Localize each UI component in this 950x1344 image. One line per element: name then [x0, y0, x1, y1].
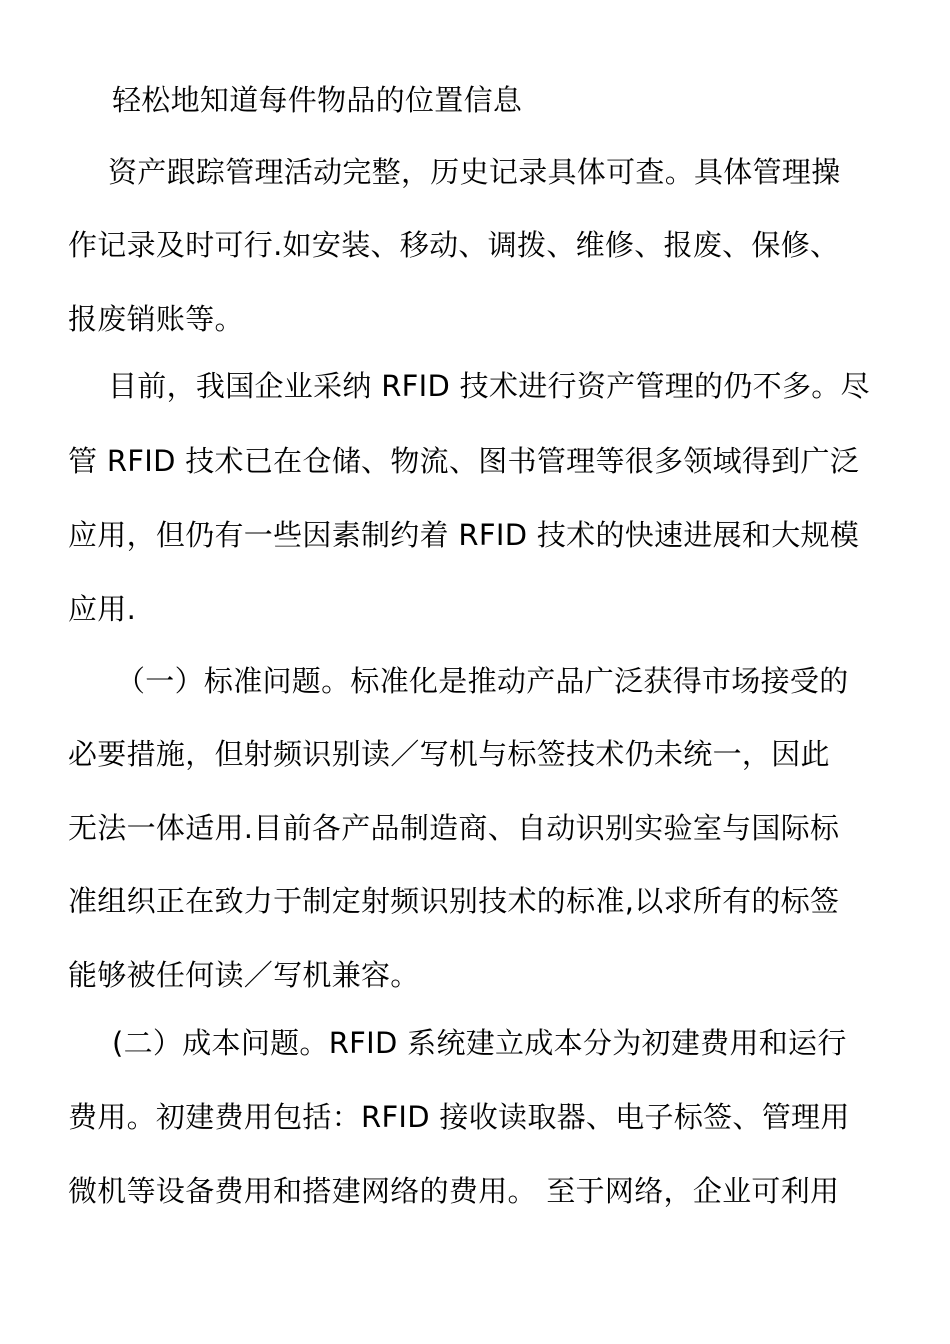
- text-line: 资产跟踪管理活动完整，历史记录具体可查。具体管理操: [108, 155, 841, 189]
- text-line: 作记录及时可行.如安装、移动、调拨、维修、报废、保修、: [68, 228, 840, 262]
- text-line: 准组织正在致力于制定射频识别技术的标准,以求所有的标签: [68, 884, 840, 918]
- text-line: 费用。初建费用包括：RFID 接收读取器、电子标签、管理用: [68, 1100, 850, 1134]
- text-line: 应用.: [68, 592, 137, 626]
- text-line: 轻松地知道每件物品的位置信息: [112, 83, 523, 117]
- text-line: 必要措施，但射频识别读／写机与标签技术仍未统一，因此: [68, 737, 830, 771]
- text-line: 应用，但仍有一些因素制约着 RFID 技术的快速进展和大规模: [68, 518, 860, 552]
- text-line: 目前，我国企业采纳 RFID 技术进行资产管理的仍不多。尽: [108, 369, 870, 403]
- text-line: 能够被任何读／写机兼容。: [68, 958, 420, 992]
- text-line: 报废销账等。: [68, 302, 244, 336]
- text-line: (二）成本问题。RFID 系统建立成本分为初建费用和运行: [112, 1026, 847, 1060]
- text-line: 无法一体适用.目前各产品制造商、自动识别实验室与国际标: [68, 811, 840, 845]
- text-line: （一）标准问题。标准化是推动产品广泛获得市场接受的: [116, 664, 849, 698]
- text-line: 管 RFID 技术已在仓储、物流、图书管理等很多领域得到广泛: [68, 444, 860, 478]
- text-line: 微机等设备费用和搭建网络的费用。 至于网络，企业可利用: [68, 1174, 840, 1208]
